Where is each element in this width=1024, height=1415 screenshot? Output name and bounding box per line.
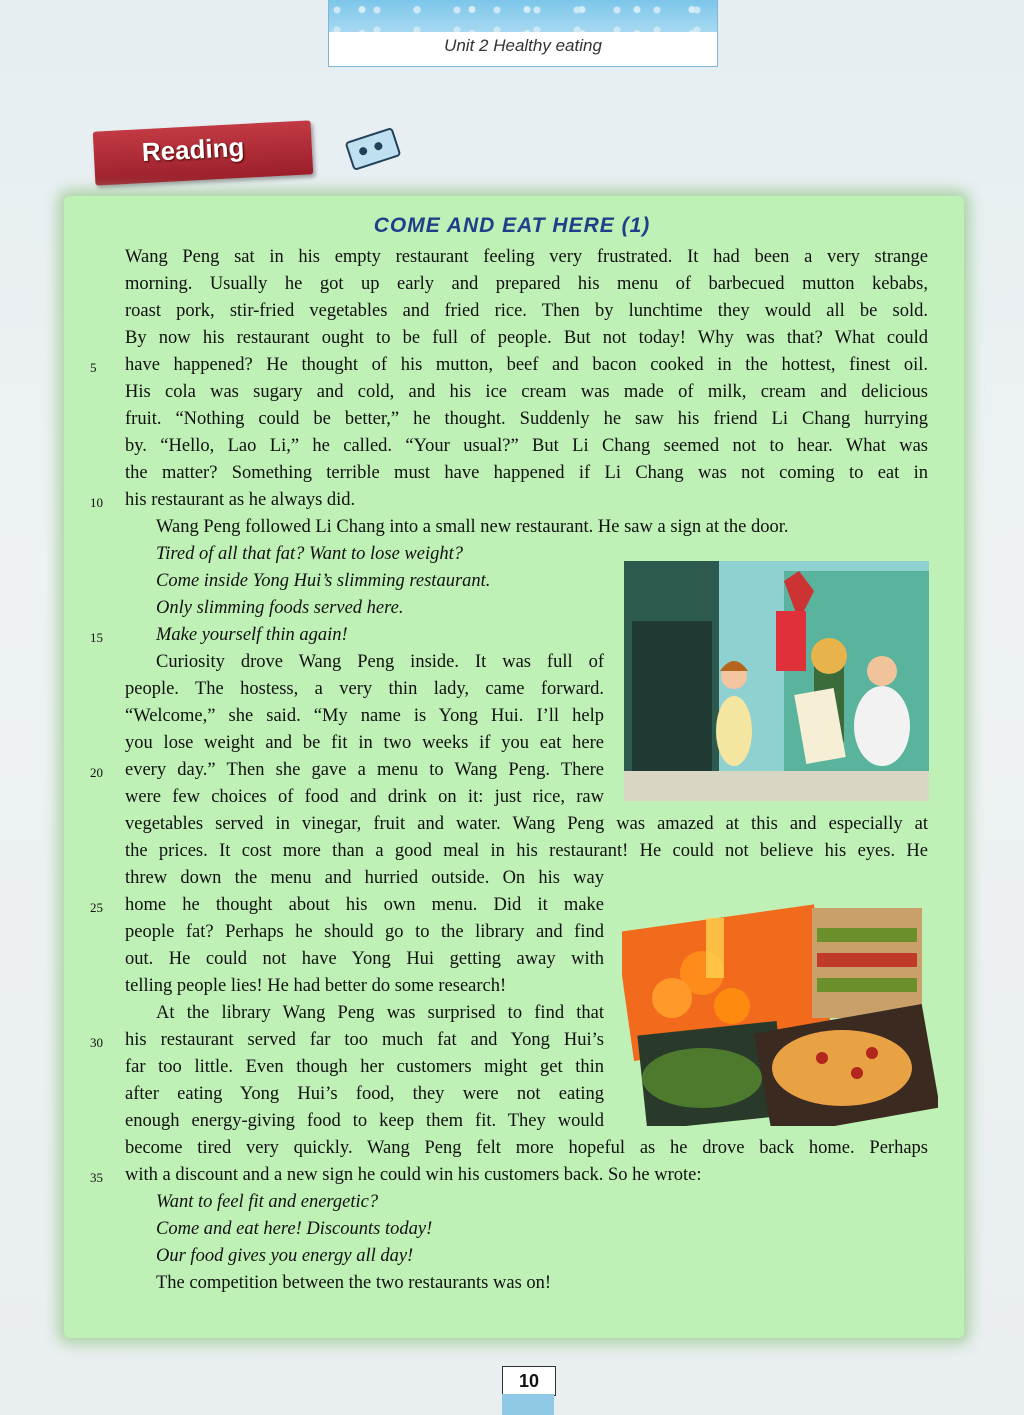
text-line: vegetables served in vinegar, fruit and water. Wang Peng was amazed at this and especially at [125,814,928,834]
text-line: after eating Yong Hui’s food, they were not eating [125,1084,604,1104]
text-line: become tired very quickly. Wang Peng felt more hopeful as he drove back home. Perhaps [125,1138,928,1158]
text-line: were few choices of food and drink on it: just rice, raw [125,787,604,807]
line-number: 5 [90,360,97,375]
sign-line: Want to feel fit and energetic? [156,1192,379,1212]
line-number: 10 [90,495,103,510]
text-line: By now his restaurant ought to be full of people. But not today! Why was that? What could [125,328,928,348]
line-number: 30 [90,1035,103,1050]
sign-line: Tired of all that fat? Want to lose weight? [156,544,463,564]
text-line: the matter? Something terrible must have happened if Li Chang was not coming to eat in [125,463,928,483]
text-line: enough energy-giving food to keep them fit. They would [125,1111,604,1131]
text-line: by. “Hello, Lao Li,” he called. “Your usual?” But Li Chang seemed not to hear. What was [125,436,928,456]
text-line: his restaurant as he always did. [125,490,356,510]
text-line: Wang Peng sat in his empty restaurant feeling very frustrated. It had been a very strange [125,247,928,267]
line-number: 35 [90,1170,103,1185]
text-line: roast pork, stir-fried vegetables and fried rice. Then by lunchtime they would all be sold. [125,301,928,321]
sign-line: Come inside Yong Hui’s slimming restaurant. [156,571,491,591]
text-line: At the library Wang Peng was surprised to find that [156,1003,604,1023]
text-line: people fat? Perhaps he should go to the library and find [125,922,604,942]
text-line: Curiosity drove Wang Peng inside. It was full of [156,652,604,672]
text-line: far too little. Even though her customers might get thin [125,1057,604,1077]
cassette-icon[interactable] [345,127,402,171]
sign-line: Our food gives you energy all day! [156,1246,414,1266]
text-line: you lose weight and be fit in two weeks if you eat here [125,733,604,753]
sign-line: Make yourself thin again! [156,625,348,645]
text-line: his restaurant served far too much fat and Yong Hui’s [125,1030,604,1050]
text-line: with a discount and a new sign he could win his customers back. So he wrote: [125,1165,702,1185]
reading-section-tag [93,120,314,185]
text-line: have happened? He thought of his mutton, beef and bacon cooked in the hottest, finest oil. [125,355,928,375]
header-decoration [329,0,717,32]
text-line: His cola was sugary and cold, and his ice cream was made of milk, cream and delicious [125,382,928,402]
reading-label: Reading [141,131,246,168]
reading-title: COME AND EAT HERE (1) [373,214,651,237]
sign-line: Come and eat here! Discounts today! [156,1219,433,1239]
text-line: Wang Peng followed Li Chang into a small new restaurant. He saw a sign at the door. [156,517,789,537]
text-line: “Welcome,” she said. “My name is Yong Hui. I’ll help [125,706,604,726]
line-number: 20 [90,765,103,780]
text-line: every day.” Then she gave a menu to Wang Peng. There [125,760,604,780]
text-line: telling people lies! He had better do some research! [125,976,507,996]
line-number: 25 [90,900,103,915]
text-line: the prices. It cost more than a good meal in his restaurant! He could not believe his eyes. He [125,841,928,861]
line-number: 15 [90,630,103,645]
text-line: threw down the menu and hurried outside. On his way [125,868,604,888]
text-line: out. He could not have Yong Hui getting away with [125,949,604,969]
food-collage-image [622,898,938,1126]
page-number: 10 [502,1366,556,1396]
sign-line: Only slimming foods served here. [156,598,404,618]
text-line: morning. Usually he got up early and prepared his menu of barbecued mutton kebabs, [125,274,928,294]
text-line: people. The hostess, a very thin lady, came forward. [125,679,604,699]
page-number-band [502,1394,554,1415]
text-line: The competition between the two restaurants was on! [156,1273,552,1293]
text-line: home he thought about his own menu. Did it make [125,895,604,915]
text-line: fruit. “Nothing could be better,” he thought. Suddenly he saw his friend Li Chang hurrying [125,409,928,429]
restaurant-illustration [624,561,929,801]
unit-title: Unit 2 Healthy eating [444,36,602,55]
unit-header [328,0,718,67]
